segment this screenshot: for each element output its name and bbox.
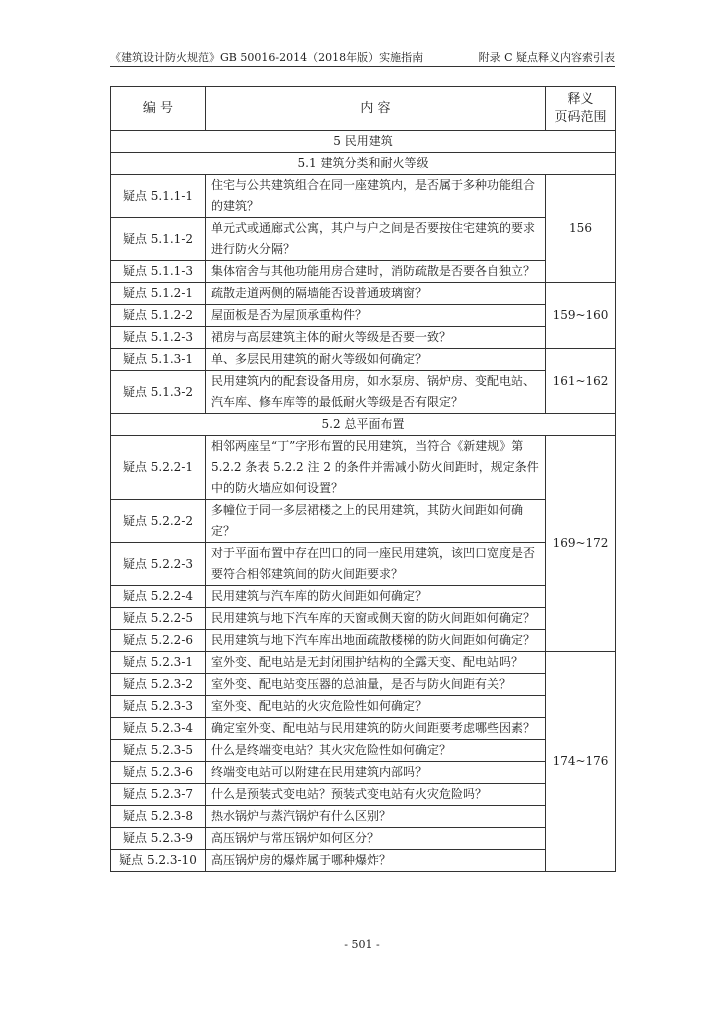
table-row xyxy=(111,674,616,696)
table-row xyxy=(111,371,616,414)
page-range: 174~176 xyxy=(546,652,616,872)
row-id: 疑点 5.2.2-6 xyxy=(111,630,206,652)
table-row xyxy=(111,850,616,872)
table-row xyxy=(111,762,616,784)
page-range: 169~172 xyxy=(546,436,616,652)
row-content: 裙房与高层建筑主体的耐火等级是否要一致？ xyxy=(206,327,546,349)
running-header xyxy=(110,46,615,67)
col-header-page xyxy=(546,87,616,131)
row-id: 疑点 5.1.2-1 xyxy=(111,283,206,305)
row-id: 疑点 5.2.2-4 xyxy=(111,586,206,608)
row-id: 疑点 5.1.1-2 xyxy=(111,218,206,261)
col-header-number: 编 号 xyxy=(111,87,206,131)
row-content: 室外变、配电站变压器的总油量，是否与防火间距有关？ xyxy=(206,674,546,696)
row-content: 单元式或通廊式公寓，其户与户之间是否要按住宅建筑的要求进行防火分隔？ xyxy=(206,218,546,261)
table-row xyxy=(111,696,616,718)
row-content: 疏散走道两侧的隔墙能否设普通玻璃窗？ xyxy=(206,283,546,305)
row-content: 什么是预装式变电站？预装式变电站有火灾危险吗？ xyxy=(206,784,546,806)
row-content: 集体宿舍与其他功能用房合建时，消防疏散是否要各自独立？ xyxy=(206,261,546,283)
row-content: 对于平面布置中存在凹口的同一座民用建筑，该凹口宽度是否要符合相邻建筑间的防火间距要求？ xyxy=(206,543,546,586)
table-row xyxy=(111,828,616,850)
row-id: 疑点 5.1.2-3 xyxy=(111,327,206,349)
section-heading-5-1: 5.1 建筑分类和耐火等级 xyxy=(111,153,616,175)
row-content: 单、多层民用建筑的耐火等级如何确定？ xyxy=(206,349,546,371)
row-id: 疑点 5.1.1-1 xyxy=(111,175,206,218)
row-content: 终端变电站可以附建在民用建筑内部吗？ xyxy=(206,762,546,784)
row-content: 热水锅炉与蒸汽锅炉有什么区别？ xyxy=(206,806,546,828)
table-row xyxy=(111,718,616,740)
table-row xyxy=(111,740,616,762)
table-row xyxy=(111,784,616,806)
table-row xyxy=(111,806,616,828)
row-id: 疑点 5.1.3-2 xyxy=(111,371,206,414)
table-row xyxy=(111,652,616,674)
row-id: 疑点 5.1.1-3 xyxy=(111,261,206,283)
row-id: 疑点 5.1.2-2 xyxy=(111,305,206,327)
row-content: 确定室外变、配电站与民用建筑的防火间距要考虑哪些因素？ xyxy=(206,718,546,740)
row-id: 疑点 5.2.2-5 xyxy=(111,608,206,630)
row-content: 室外变、配电站的火灾危险性如何确定？ xyxy=(206,696,546,718)
row-content: 民用建筑内的配套设备用房，如水泵房、锅炉房、变配电站、汽车库、修车库等的最低耐火等级是否有限定？ xyxy=(206,371,546,414)
row-id: 疑点 5.2.2-2 xyxy=(111,500,206,543)
section-heading-5: 5 民用建筑 xyxy=(111,131,616,153)
table-row xyxy=(111,175,616,218)
row-content: 高压锅炉房的爆炸属于哪种爆炸？ xyxy=(206,850,546,872)
row-id: 疑点 5.2.2-1 xyxy=(111,436,206,500)
row-id: 疑点 5.2.3-1 xyxy=(111,652,206,674)
page-number: - 501 - xyxy=(344,938,380,951)
table-row xyxy=(111,436,616,500)
col-header-page-line2: 页码范围 xyxy=(554,109,607,125)
row-content: 住宅与公共建筑组合在同一座建筑内，是否属于多种功能组合的建筑？ xyxy=(206,175,546,218)
doubt-index-table xyxy=(110,86,616,872)
row-id: 疑点 5.2.3-3 xyxy=(111,696,206,718)
table-row xyxy=(111,305,616,327)
row-content: 屋面板是否为屋顶承重构件？ xyxy=(206,305,546,327)
row-id: 疑点 5.2.3-5 xyxy=(111,740,206,762)
row-id: 疑点 5.2.3-2 xyxy=(111,674,206,696)
row-id: 疑点 5.2.3-9 xyxy=(111,828,206,850)
table-row xyxy=(111,608,616,630)
row-content: 相邻两座呈“丁”字形布置的民用建筑，当符合《新建规》第 5.2.2 条表 5.2.2 注 2 的条件并需减小防火间距时，规定条件中的防火墙应如何设置？ xyxy=(206,436,546,500)
row-id: 疑点 5.2.3-7 xyxy=(111,784,206,806)
row-id: 疑点 5.2.3-10 xyxy=(111,850,206,872)
table-row xyxy=(111,586,616,608)
row-id: 疑点 5.2.3-8 xyxy=(111,806,206,828)
table-row xyxy=(111,630,616,652)
section-heading-5-2: 5.2 总平面布置 xyxy=(111,414,616,436)
table-row xyxy=(111,283,616,305)
page-range: 159~160 xyxy=(546,283,616,349)
row-content: 民用建筑与地下汽车库的天窗或侧天窗的防火间距如何确定？ xyxy=(206,608,546,630)
page-range: 156 xyxy=(546,175,616,283)
table-row xyxy=(111,543,616,586)
row-id: 疑点 5.2.3-6 xyxy=(111,762,206,784)
col-header-content: 内 容 xyxy=(206,87,546,131)
row-id: 疑点 5.1.3-1 xyxy=(111,349,206,371)
page-range: 161~162 xyxy=(546,349,616,414)
row-content: 多幢位于同一多层裙楼之上的民用建筑，其防火间距如何确定？ xyxy=(206,500,546,543)
row-content: 民用建筑与汽车库的防火间距如何确定？ xyxy=(206,586,546,608)
table-row xyxy=(111,218,616,261)
table-row xyxy=(111,261,616,283)
table-row xyxy=(111,500,616,543)
row-content: 室外变、配电站是无封闭围护结构的全露天变、配电站吗？ xyxy=(206,652,546,674)
header-appendix-title: 附录 C 疑点释义内容索引表 xyxy=(478,51,615,64)
row-content: 民用建筑与地下汽车库出地面疏散楼梯的防火间距如何确定？ xyxy=(206,630,546,652)
header-book-title: 《建筑设计防火规范》GB 50016-2014（2018年版）实施指南 xyxy=(110,51,424,64)
table-row xyxy=(111,349,616,371)
row-content: 什么是终端变电站？其火灾危险性如何确定？ xyxy=(206,740,546,762)
row-id: 疑点 5.2.2-3 xyxy=(111,543,206,586)
col-header-page-line1: 释义 xyxy=(567,91,594,107)
row-content: 高压锅炉与常压锅炉如何区分？ xyxy=(206,828,546,850)
table-row xyxy=(111,327,616,349)
row-id: 疑点 5.2.3-4 xyxy=(111,718,206,740)
